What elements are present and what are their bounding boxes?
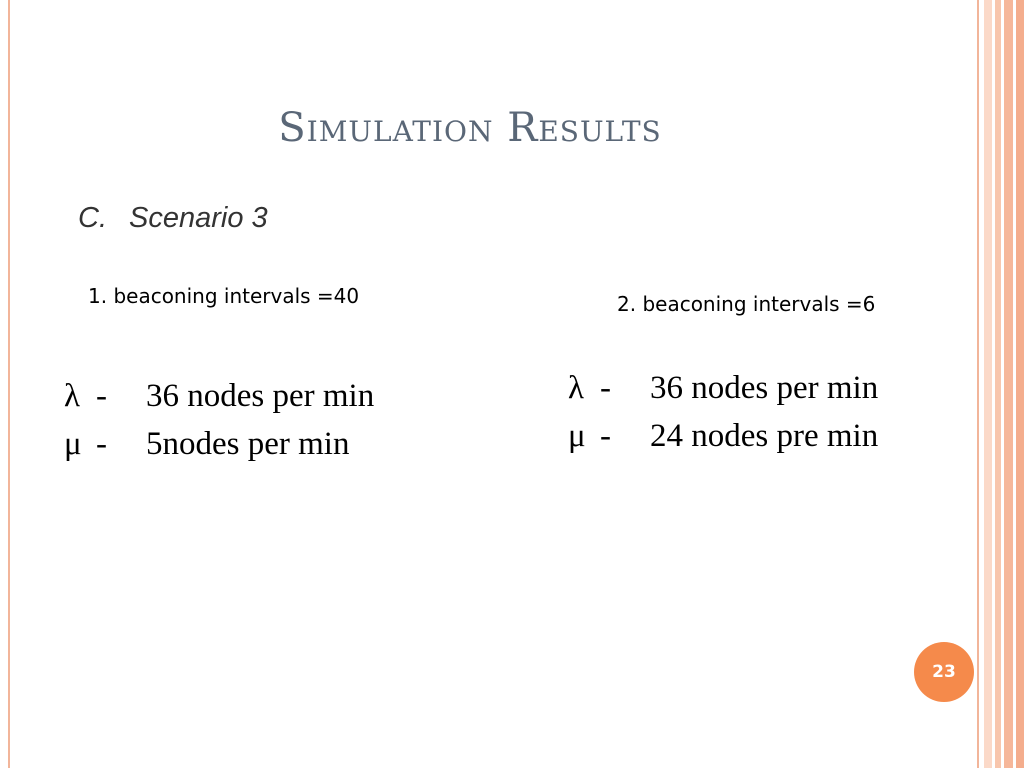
page-number-badge: 23 [914,642,974,702]
left-heading: 1. beaconing intervals =40 [88,284,360,308]
dash: - [96,378,107,414]
rate-text: 36 nodes per min [146,378,375,414]
lambda-symbol: λ [64,378,81,414]
stripe [1004,0,1013,768]
left-formula-block [64,372,374,468]
lambda-row [64,372,374,420]
stripe [1016,0,1024,768]
dash: - [96,426,107,462]
subtitle-text: Scenario 3 [129,202,268,234]
dash: - [600,370,611,406]
mu-row [64,420,374,468]
subtitle-letter: C. [78,202,107,234]
dash: - [600,418,611,454]
lambda-row [568,364,878,412]
mu-symbol: μ [64,426,82,462]
scenario-subtitle [78,202,268,235]
slide-frame-right [977,0,979,768]
rate-text: 36 nodes per min [650,370,879,406]
page-title: Simulation Results [278,105,662,151]
rate-text: 5nodes per min [146,426,350,462]
mu-row [568,412,878,460]
stripe [984,0,992,768]
right-heading: 2. beaconing intervals =6 [617,292,876,316]
lambda-symbol: λ [568,370,585,406]
right-formula-block [568,364,878,460]
rate-text: 24 nodes pre min [650,418,879,454]
mu-symbol: μ [568,418,586,454]
